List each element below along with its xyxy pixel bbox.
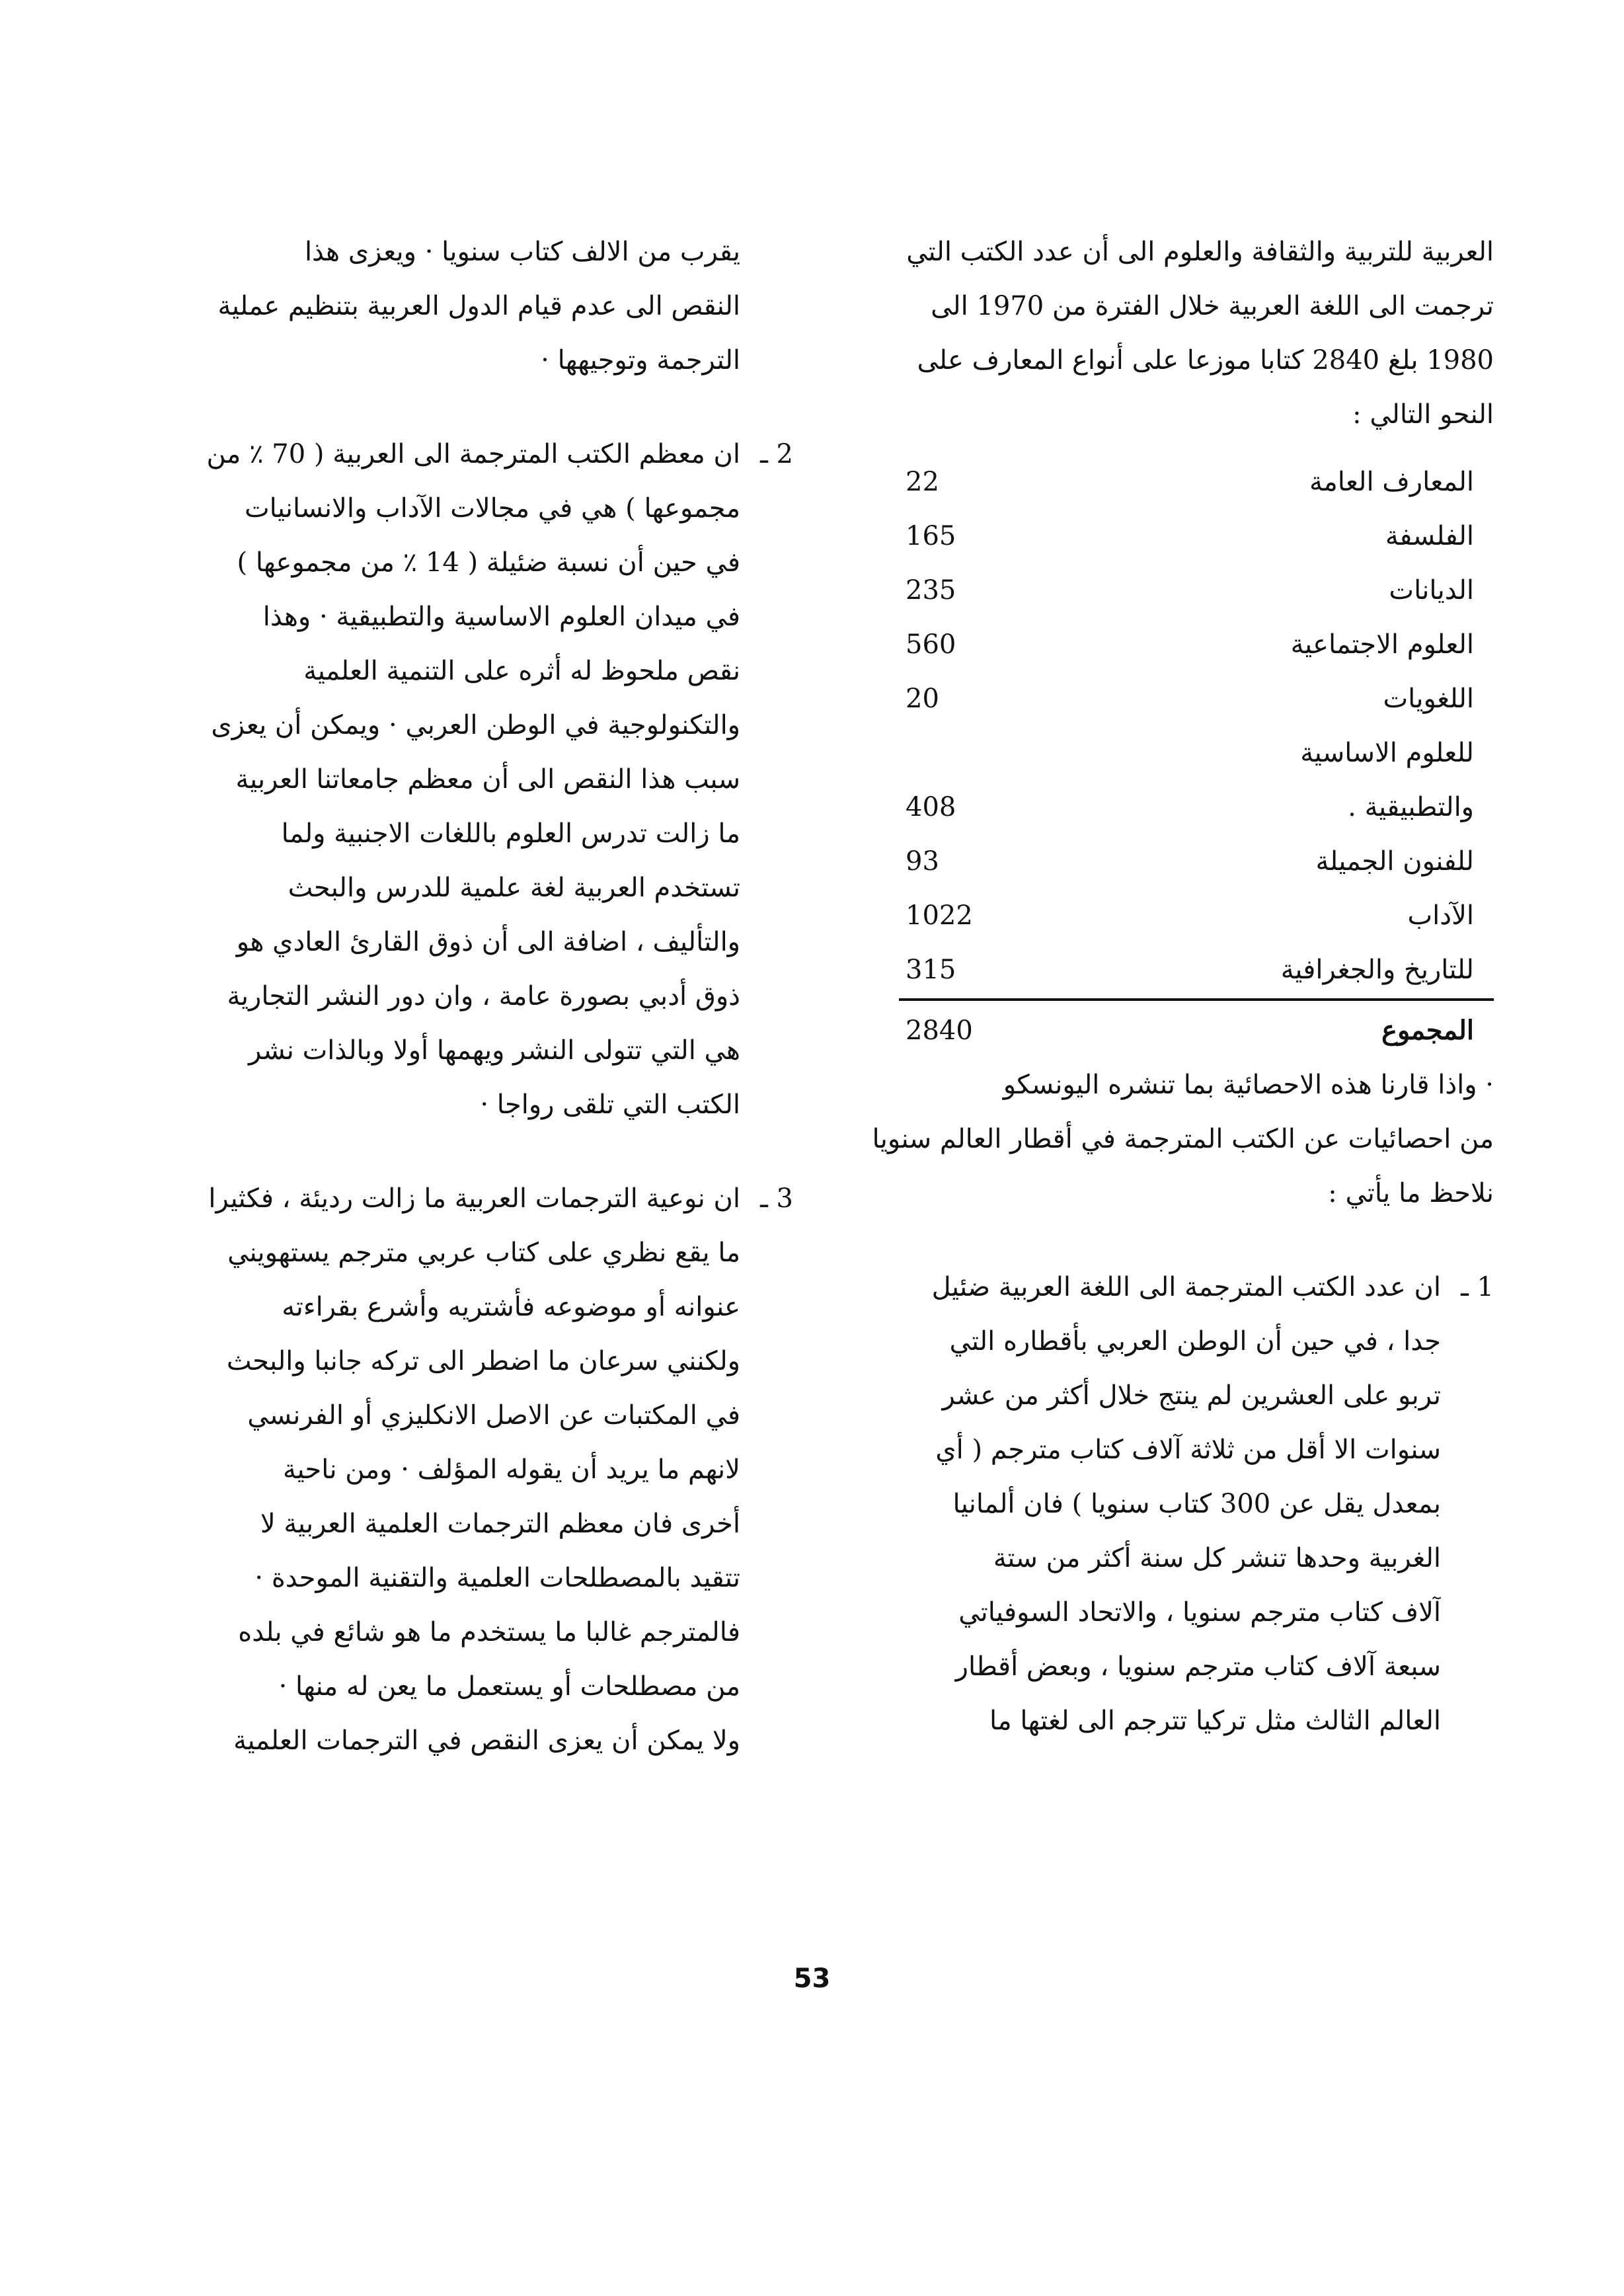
point-3-line: من مصطلحات أو يستعمل ما يعن له منها ·	[278, 1671, 740, 1702]
point-1-line: سنوات الا أقل من ثلاثة آلاف كتاب مترجم ( أي	[935, 1435, 1441, 1465]
total-value: 2840	[906, 1015, 973, 1046]
table-row	[859, 726, 1494, 780]
point-2-line: ما زالت تدرس العلوم باللغات الاجنبية ولما	[281, 818, 740, 849]
category-count: 93	[906, 846, 939, 877]
category-label: الديانات	[1389, 575, 1474, 606]
point-1-line: آلاف كتاب مترجم سنويا ، والاتحاد السوفياتي	[958, 1597, 1441, 1628]
point-3-line: ان نوعية الترجمات العربية ما زالت رديئة ، فكثيرا	[208, 1183, 740, 1214]
table-row	[859, 672, 1494, 726]
point-1-line: العالم الثالث مثل تركيا تترجم الى لغتها ما	[989, 1706, 1441, 1736]
continuation-line: الترجمة وتوجيهها ·	[541, 345, 740, 376]
category-label: للعلوم الاساسية	[1300, 738, 1474, 768]
continuation-line: النقص الى عدم قيام الدول العربية بتنظيم عملية	[217, 291, 740, 321]
table-row	[859, 509, 1494, 563]
intro-line: ترجمت الى اللغة العربية خلال الفترة من 1970 الى	[931, 291, 1494, 321]
point-3-line: تتقيد بالمصطلحات العلمية والتقنية الموحدة ·	[254, 1563, 740, 1593]
point-2-line: والتأليف ، اضافة الى أن ذوق القارئ العادي هو	[236, 927, 740, 957]
table-row	[859, 617, 1494, 672]
item-number: 1 ـ	[1461, 1272, 1494, 1302]
point-3-line: ولكنني سرعان ما اضطر الى تركه جانبا والبحث	[226, 1346, 740, 1376]
table-row	[859, 780, 1494, 834]
point-2-line: سبب هذا النقص الى أن معظم جامعاتنا العربية	[235, 764, 740, 795]
point-3-line: عنوانه أو موضوعه فأشتريه وأشرع بقراءته	[282, 1292, 740, 1322]
point-2-line: في حين أن نسبة ضئيلة ( 14 ٪ من مجموعها )	[237, 547, 740, 578]
comparison-paragraph	[859, 1058, 1494, 1220]
table-row	[859, 834, 1494, 889]
point-1-line: تربو على العشرين لم ينتج خلال أكثر من عشر	[942, 1380, 1441, 1411]
table-total-row	[859, 1004, 1494, 1058]
category-label: الآداب	[1407, 900, 1474, 931]
intro-paragraph	[859, 225, 1494, 442]
category-count: 560	[906, 629, 956, 660]
point-3-line: أخرى فان معظم الترجمات العلمية العربية لا	[260, 1509, 740, 1539]
point-2-line: في ميدان العلوم الاساسية والتطبيقية · وهذا	[262, 602, 740, 632]
point-2-line: ان معظم الكتب المترجمة الى العربية ( 70 ٪ من	[206, 439, 740, 469]
intro-line: العربية للتربية والثقافة والعلوم الى أن عدد الكتب التي	[906, 237, 1494, 267]
intro-line: 1980 بلغ 2840 كتابا موزعا على أنواع المعارف على	[917, 345, 1494, 376]
comparison-line: من احصائيات عن الكتب المترجمة في أقطار العالم سنويا	[872, 1124, 1494, 1154]
category-count: 235	[906, 575, 956, 606]
point-2-line: هي التي تتولى النشر ويهمها أولا وبالذات نشر	[248, 1035, 740, 1066]
point-2-line: والتكنولوجية في الوطن العربي · ويمكن أن يعزى	[211, 710, 740, 740]
point-2	[198, 427, 793, 1132]
category-count: 408	[906, 792, 956, 822]
category-label: العلوم الاجتماعية	[1290, 629, 1474, 660]
category-label: اللغويات	[1383, 684, 1474, 714]
continuation-paragraph	[198, 225, 793, 387]
point-3-line: في المكتبات عن الاصل الانكليزي أو الفرنسي	[247, 1400, 740, 1431]
point-2-line: نقص ملحوظ له أثره على التنمية العلمية	[303, 656, 740, 686]
point-3	[198, 1171, 793, 1768]
point-3-line: فالمترجم غالبا ما يستخدم ما هو شائع في بلده	[238, 1617, 740, 1647]
category-count: 1022	[906, 900, 973, 931]
point-1	[859, 1260, 1494, 1748]
point-1-line: جدا ، في حين أن الوطن العربي بأقطاره التي	[949, 1326, 1441, 1357]
category-count: 165	[906, 521, 956, 551]
table-total-rule	[899, 998, 1494, 1001]
point-2-line: الكتب التي تلقى رواجا ·	[480, 1089, 740, 1120]
translation-stats-table	[859, 455, 1494, 1058]
point-3-line: ما يقع نظري على كتاب عربي مترجم يستهويني	[227, 1238, 740, 1268]
point-1-line: الغربية وحدها تنشر كل سنة أكثر من ستة	[993, 1543, 1441, 1573]
point-1-line: سبعة آلاف كتاب مترجم سنويا ، وبعض أقطار	[955, 1651, 1441, 1682]
table-row	[859, 889, 1494, 943]
category-label: للفنون الجميلة	[1315, 846, 1474, 877]
total-label: المجموع	[1381, 1015, 1474, 1046]
left-column	[198, 225, 793, 1768]
point-1-line: ان عدد الكتب المترجمة الى اللغة العربية ضئيل	[931, 1272, 1441, 1302]
category-count: 22	[906, 467, 939, 497]
continuation-line: يقرب من الالف كتاب سنويا · ويعزى هذا	[304, 237, 740, 267]
point-3-line: ولا يمكن أن يعزى النقص في الترجمات العلمية	[233, 1725, 740, 1756]
table-row	[859, 455, 1494, 509]
category-count: 20	[906, 684, 939, 714]
right-column	[859, 225, 1494, 1748]
point-2-line: مجموعها ) هي في مجالات الآداب والانسانيات	[244, 493, 740, 524]
category-label: المعارف العامة	[1309, 467, 1474, 497]
point-2-line: تستخدم العربية لغة علمية للدرس والبحث	[288, 873, 740, 903]
intro-line: النحو التالي :	[1352, 399, 1494, 430]
point-3-line: لانهم ما يريد أن يقوله المؤلف · ومن ناحية	[283, 1454, 740, 1485]
item-number: 3 ـ	[760, 1183, 793, 1214]
category-label: والتطبيقية .	[1348, 792, 1474, 822]
category-label: للتاريخ والجغرافية	[1280, 955, 1474, 985]
table-row	[859, 943, 1494, 997]
category-count: 315	[906, 955, 956, 985]
page-number: 53	[793, 1963, 831, 1994]
point-2-line: ذوق أدبي بصورة عامة ، وان دور النشر التجارية	[227, 981, 740, 1011]
item-number: 2 ـ	[760, 439, 793, 469]
comparison-line: · واذا قارنا هذه الاحصائية بما تنشره اليونسكو	[1003, 1070, 1494, 1100]
comparison-line: نلاحظ ما يأتي :	[1328, 1178, 1494, 1208]
point-1-line: بمعدل يقل عن 300 كتاب سنويا ) فان ألمانيا	[952, 1489, 1441, 1519]
table-row	[859, 563, 1494, 617]
category-label: الفلسفة	[1385, 521, 1474, 551]
